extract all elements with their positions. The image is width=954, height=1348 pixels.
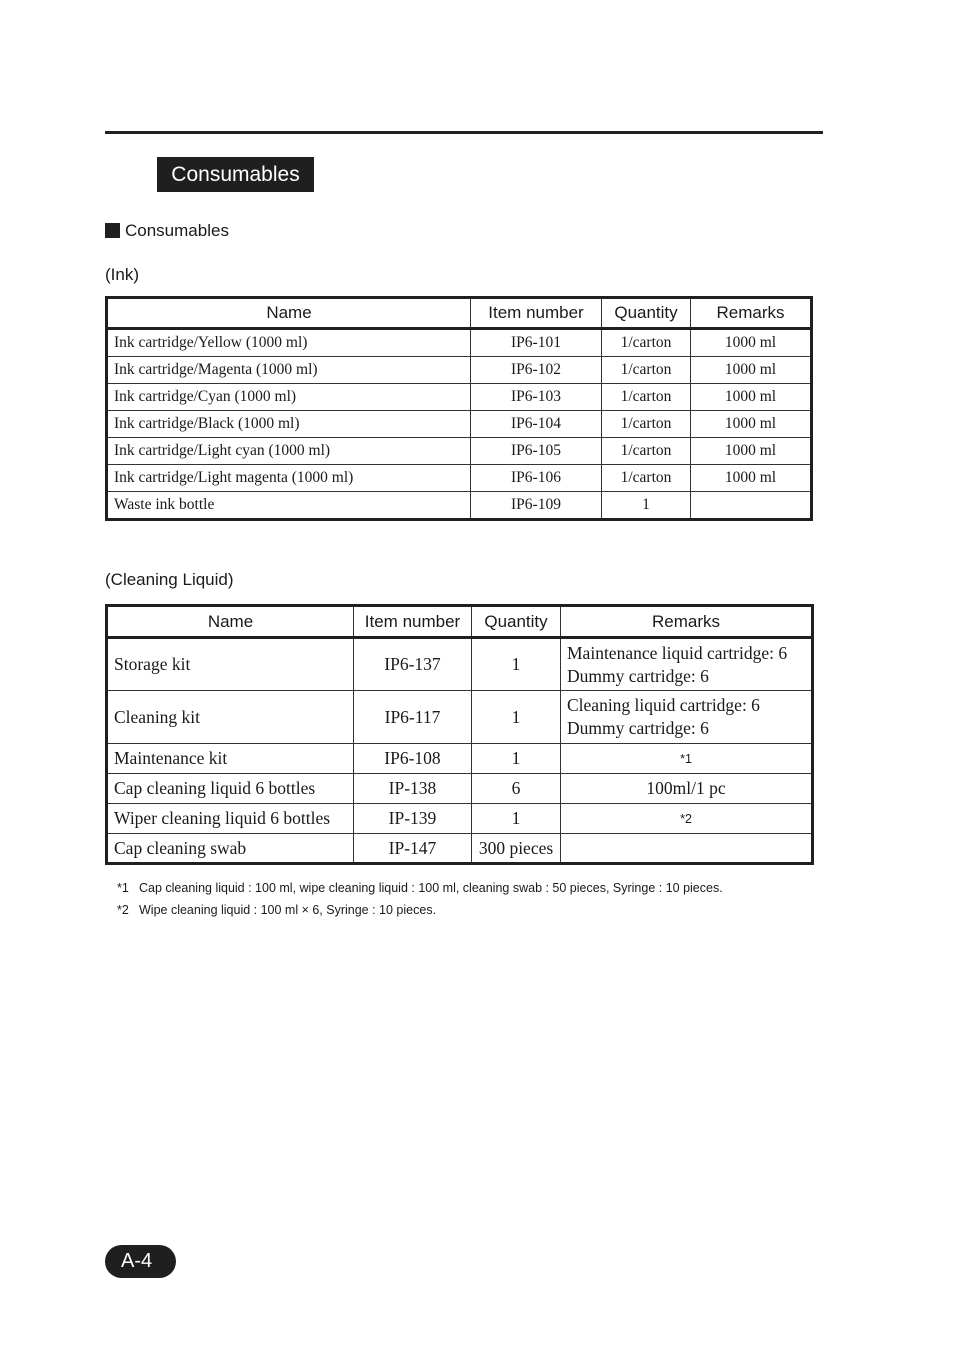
ink-item-number-cell: IP6-106 [471,465,602,492]
ink-item-number-cell: IP6-101 [471,329,602,357]
table-row [107,834,813,864]
ink-remarks-cell: 1000 ml [691,384,812,411]
table-row [107,438,812,465]
top-rule [105,131,823,134]
table-row [107,691,813,744]
cleaning-header-remarks: Remarks [561,606,813,638]
square-bullet-icon [105,223,120,238]
ink-item-number-cell: IP6-103 [471,384,602,411]
ink-header-name: Name [107,298,471,329]
footnote-text: Cap cleaning liquid : 100 ml, wipe cleaning liquid : 100 ml, cleaning swab : 50 pieces, Syringe : 10 pieces. [139,881,723,895]
ink-name-cell: Ink cartridge/Magenta (1000 ml) [107,357,471,384]
cleaning-remarks-cell: *1 [561,744,813,774]
cleaning-item-number-cell: IP-147 [354,834,472,864]
ink-header-item-number: Item number [471,298,602,329]
cleaning-header-quantity: Quantity [472,606,561,638]
page-title: Consumables [157,157,314,192]
cleaning-header-item-number: Item number [354,606,472,638]
ink-remarks-cell: 1000 ml [691,411,812,438]
footnote-2 [117,899,723,921]
cleaning-remarks-cell [561,638,813,691]
cleaning-quantity-cell: 300 pieces [472,834,561,864]
table-row [107,638,813,691]
ink-table [105,296,813,521]
ink-quantity-cell: 1/carton [602,465,691,492]
cleaning-item-number-cell: IP6-117 [354,691,472,744]
table-row [107,357,812,384]
cleaning-item-number-cell: IP-139 [354,804,472,834]
cleaning-name-cell: Wiper cleaning liquid 6 bottles [107,804,354,834]
ink-remarks-cell: 1000 ml [691,465,812,492]
footnote-1 [117,877,723,899]
footnotes [117,877,723,921]
table-row [107,329,812,357]
page-number: A-4 [105,1245,176,1278]
table-row [107,384,812,411]
cleaning-remarks-cell [561,834,813,864]
ink-header-quantity: Quantity [602,298,691,329]
footnote-mark: *1 [117,881,129,895]
cleaning-item-number-cell: IP6-108 [354,744,472,774]
ink-name-cell: Ink cartridge/Light magenta (1000 ml) [107,465,471,492]
cleaning-table [105,604,814,865]
ink-item-number-cell: IP6-104 [471,411,602,438]
remarks-line: Dummy cartridge: 6 [567,718,709,738]
ink-quantity-cell: 1 [602,492,691,520]
cleaning-quantity-cell: 1 [472,804,561,834]
ink-item-number-cell: IP6-102 [471,357,602,384]
ink-quantity-cell: 1/carton [602,384,691,411]
ink-header-remarks: Remarks [691,298,812,329]
cleaning-header-row [107,606,813,638]
ink-quantity-cell: 1/carton [602,329,691,357]
cleaning-remarks-cell [561,691,813,744]
ink-remarks-cell: 1000 ml [691,357,812,384]
remarks-line: Cleaning liquid cartridge: 6 [567,695,760,715]
table-row [107,465,812,492]
ink-remarks-cell [691,492,812,520]
ink-quantity-cell: 1/carton [602,357,691,384]
table-row [107,804,813,834]
ink-name-cell: Ink cartridge/Cyan (1000 ml) [107,384,471,411]
cleaning-quantity-cell: 1 [472,744,561,774]
cleaning-remarks-cell: 100ml/1 pc [561,774,813,804]
cleaning-item-number-cell: IP6-137 [354,638,472,691]
ink-name-cell: Ink cartridge/Black (1000 ml) [107,411,471,438]
ink-item-number-cell: IP6-105 [471,438,602,465]
ink-name-cell: Waste ink bottle [107,492,471,520]
ink-quantity-cell: 1/carton [602,411,691,438]
ink-remarks-cell: 1000 ml [691,329,812,357]
ink-remarks-cell: 1000 ml [691,438,812,465]
ink-name-cell: Ink cartridge/Light cyan (1000 ml) [107,438,471,465]
ink-item-number-cell: IP6-109 [471,492,602,520]
section-heading-text: Consumables [125,221,229,240]
cleaning-name-cell: Cap cleaning liquid 6 bottles [107,774,354,804]
table-row [107,744,813,774]
table-row [107,774,813,804]
cleaning-header-name: Name [107,606,354,638]
cleaning-item-number-cell: IP-138 [354,774,472,804]
ink-header-row [107,298,812,329]
cleaning-name-cell: Storage kit [107,638,354,691]
cleaning-label: (Cleaning Liquid) [105,570,234,589]
cleaning-quantity-cell: 1 [472,638,561,691]
section-heading [105,221,229,241]
cleaning-remarks-cell: *2 [561,804,813,834]
cleaning-quantity-cell: 6 [472,774,561,804]
footnote-mark: *2 [117,903,129,917]
remarks-line: Dummy cartridge: 6 [567,665,709,686]
table-row [107,492,812,520]
ink-label: (Ink) [105,265,139,284]
footnote-text: Wipe cleaning liquid : 100 ml × 6, Syringe : 10 pieces. [139,903,437,917]
remarks-line: Maintenance liquid cartridge: 6 [567,642,788,663]
ink-quantity-cell: 1/carton [602,438,691,465]
cleaning-name-cell: Cap cleaning swab [107,834,354,864]
table-row [107,411,812,438]
cleaning-name-cell: Maintenance kit [107,744,354,774]
ink-name-cell: Ink cartridge/Yellow (1000 ml) [107,329,471,357]
cleaning-name-cell: Cleaning kit [107,691,354,744]
cleaning-quantity-cell: 1 [472,691,561,744]
